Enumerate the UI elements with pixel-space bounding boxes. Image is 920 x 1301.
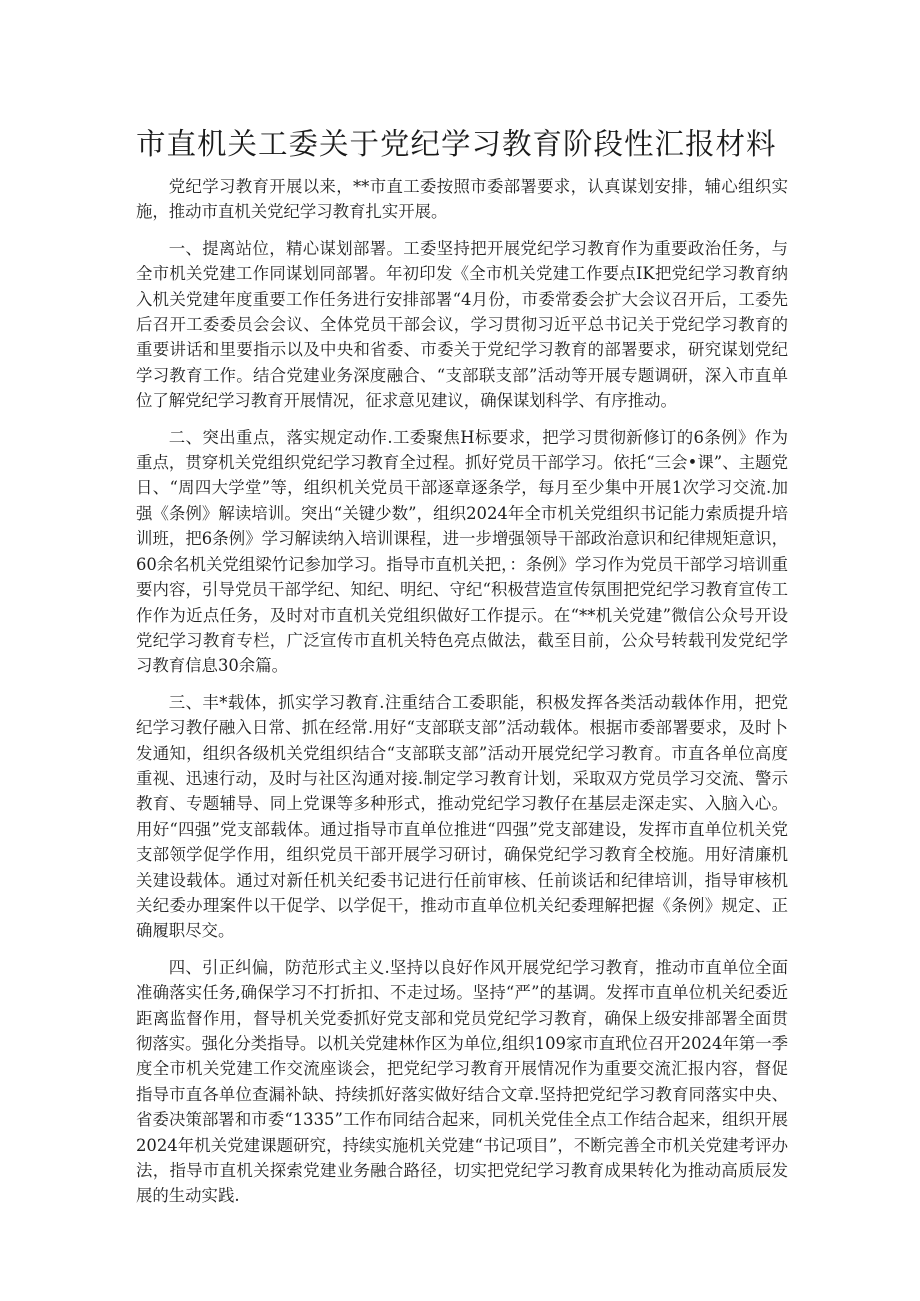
paragraph-section-4: 四、引正纠偏，防范形式主义.坚持以良好作风开展党纪学习教育，推动市直单位全面准确落实任务,确保学习不打折扣、不走过场。坚持“严”的基调。发挥市直单位机关纪委近距离监督作用，督导机关党委抓好党支部和党员党纪学习教育，确保上级安排部署全面贯彻落实。强化分类指导。以机关党建林作区为单位,组织109家市直玳位召开2024年第一季度全市机关党建工作交流座谈会，把党纪学习教育开展情况作为重要交流汇报内容，督促指导市直各单位查漏补缺、持续抓好落实做好结合文章.坚持把党纪学习教育同落实中央、省委决策部署和市委“1335”工作布同结合起来，同机关党佳全点工作结合起来，组织开展2024年机关党建课题研究，持续实施机关党建“书记项目”，不断完善全市机关党建考评办法，指导市直机关探索党建业务融合路径，切实把党纪学习教育成果转化为推动高质辰发展的生动实践. [136, 957, 788, 1206]
paragraph-section-3: 三、丰*载体，抓实学习教育.注重结合工委职能，积极发挥各类活动载体作用，把党纪学习教仔融入日常、抓在经常.用好“支部联支部”活动载体。根据市委部署要求，及时卜发通知，组织各级机关党组织结合“支部联支部”活动开展党纪学习教育。市直各单位高度重视、迅速行动，及时与社区沟通对接.制定学习教育计划，采取双方党员学习交流、警示教育、专题辅导、同上党课等多种形式，推动党纪学习教仔在基层走深走实、入脑入心。用好“四强”党支部载体。通过指导市直单位推进“四强”党支部建设，发挥市直单位机关党支部领学促学作用，组织党员干部开展学习研讨，确保党纪学习教育全校施。用好清廉机关建设载体。通过对新任机关纪委书记进行任前审核、任前谈话和纪律培训，指导审核机关纪委办理案件以干促学、以学促干，推动市直单位机关纪委理解把握《条例》规定、正确履职尽交。 [136, 692, 788, 941]
paragraph-intro: 党纪学习教育开展以来，**市直工委按照市委部署要求，认真谋划安排，辅心组织实施，推动市直机关党纪学习教育扎实开展。 [136, 177, 788, 222]
document-body [136, 174, 788, 1220]
document-title: 市直机关工委关于党纪学习教育阶段性汇报材料 [136, 127, 777, 161]
paragraph-section-2: 二、突出重点，落实规定动作.工委聚焦H标要求，把学习贯彻新修订的6条例》作为重点，贯穿机关党组织党纪学习教育全过程。抓好党员干部学习。依托“三会•课”、主题党日、“周四大学堂”等，组织机关党员干部逐章逐条学，每月至少集中开展1次学习交流.加强《条例》解读培训。突出“关键少数”，组织2024年全市机关党组织书记能力索质提升培训班，把6条例》学习解读纳入培训课程，进一步增强领导干部政治意识和纪律规矩意识，60余名机关党组梁竹记参加学习。指导市直机关把，：条例》学习作为党员干部学习培训重要内容，引导党员干部学纪、知纪、明纪、守纪“积极营造宣传氛围把党纪学习教育宣传工作作为近点任务，及时对市直机关党组织做好工作提示。在“**机关党建”微信公众号开设党纪学习教育专栏，广泛宣传市直机关特色亮点做法，截至目前，公众号转载刊发党纪学习教育信息30余篇。 [136, 427, 788, 676]
paragraph-section-1: 一、提离站位，精心谋划部署。工委坚持把开展党纪学习教育作为重要政治任务，与全市机关党建工作同谋划同部署。年初印发《全市机关党建工作要点IK把党纪学习教育纳入机关党建年度重要工作任务进行安排部署“4月份，市委常委会扩大会议召开后，工委先后召开工委委员会会议、全体党员干部会议，学习贯彻习近平总书记关于党纪学习教育的重要讲话和里要指示以及中央和省委、市委关于党纪学习教育的部署要求，研究谋划党纪学习教育工作。结合党建业务深度融合、“支部联支部”活动等开展专题调研，深入市直单位了解党纪学习教育开展情况，征求意见建议，确保谋划科学、有序推动。 [136, 238, 788, 411]
